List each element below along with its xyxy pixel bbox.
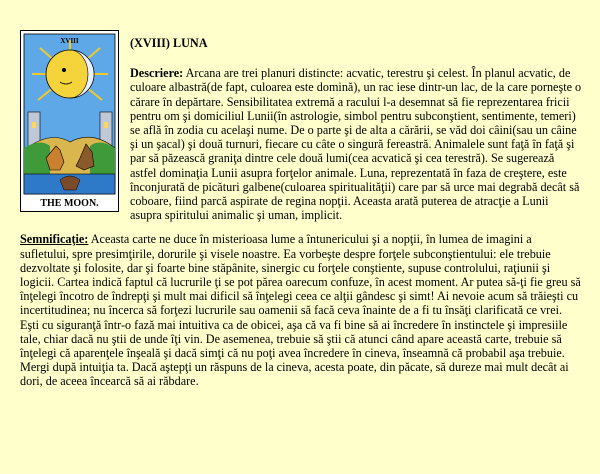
meaning-paragraph bbox=[20, 232, 583, 388]
description-label: Descriere: bbox=[130, 66, 184, 81]
meaning-text: Aceasta carte ne duce în misterioasa lume a întunericului şi a nopţii, în lumea de imagini a sufletului, spre presimţirile, dorurile şi visele noastre. Ea vorbeşte despre forţele subconştientului: ele trebuie dezvoltate şi folosite, dar şi foarte bine stăpânite, sinergic cu forţele conştiente, supuse controlului, raţiunii şi logicii. Cartea indică faptul că lucrurile ţi se pot părea oarecum confuze, în acest moment. Ar putea să-ţi fie greu să înţelegi încotro de îndrepţi şi mult mai dificil să înţelegi ceea ce alţii gândesc şi simt! Ai nevoie acum să trăieşti cu incertitudinea; nu încerca să forţezi lucrurile sau oamenii să facă ceva înainte de a fi tu însăţi clarificată ce vrei. Eşti cu siguranţă într-o fază mai intuitiva ca de obicei, aşa că va fi bine să ai încredere în instinctele şi impresiile tale, chiar dacă nu ştii de unde îţi vin. De asemenea, trebuie să ştii că atunci când apare această carte, trebuie să înţelegi că aparenţele înşeală şi dacă simţi că nu poţi avea încredere în cineva, înseamnă că probabil aşa trebuie. Mergi după intuiţia ta. Dacă aştepţi un răspuns de la cineva, acesta poate, din păcate, să dureze mai mult decât ai dori, de aceea încearcă să ai răbdare. bbox=[20, 232, 581, 389]
article bbox=[20, 32, 583, 399]
card-caption: THE MOON. bbox=[40, 198, 99, 209]
card-numeral: XVIII bbox=[60, 37, 79, 45]
description-text: Arcana are trei planuri distincte: acvatic, terestru şi celest. În planul acvatic, de culoare albastră(de fapt, culoarea este domină), un rac iese dintr-un lac, de la care porneşte o cărare în depărtare. Sensibilitatea extremă a racului l-a desemnat să fie reprezentarea fricii pentru om şi domiciliul Lunii(în astrologie, simbol pentru subconştient, sentimente, temeri) se află în zodia cu acelaşi nume. De o parte şi de alta a cărării, se văd doi câini(sau un câine şi un şacal) şi două turnuri, fiecare cu câte o singură fereastră. Animalele sunt faţă în faţă şi par să păzească graniţa dintre cele două lumi(cea acvatică şi cea terestră). Se sugerează astfel dominaţia Lunii asupra forţelor animale. Luna, reprezentată în faza de creştere, este înconjurată de picături galbene(culoarea spiritualităţii) care par să urce mai degrabă decât să coboare, fiind parcă aspirate de regina nopţii. Aceasta arată puterea de atracţie a Lunii asupra spiritului animalic şi uman, implicit. bbox=[130, 66, 582, 223]
page-title: (XVIII) LUNA bbox=[130, 36, 208, 50]
meaning-label: Semnificaţie: bbox=[20, 232, 89, 247]
